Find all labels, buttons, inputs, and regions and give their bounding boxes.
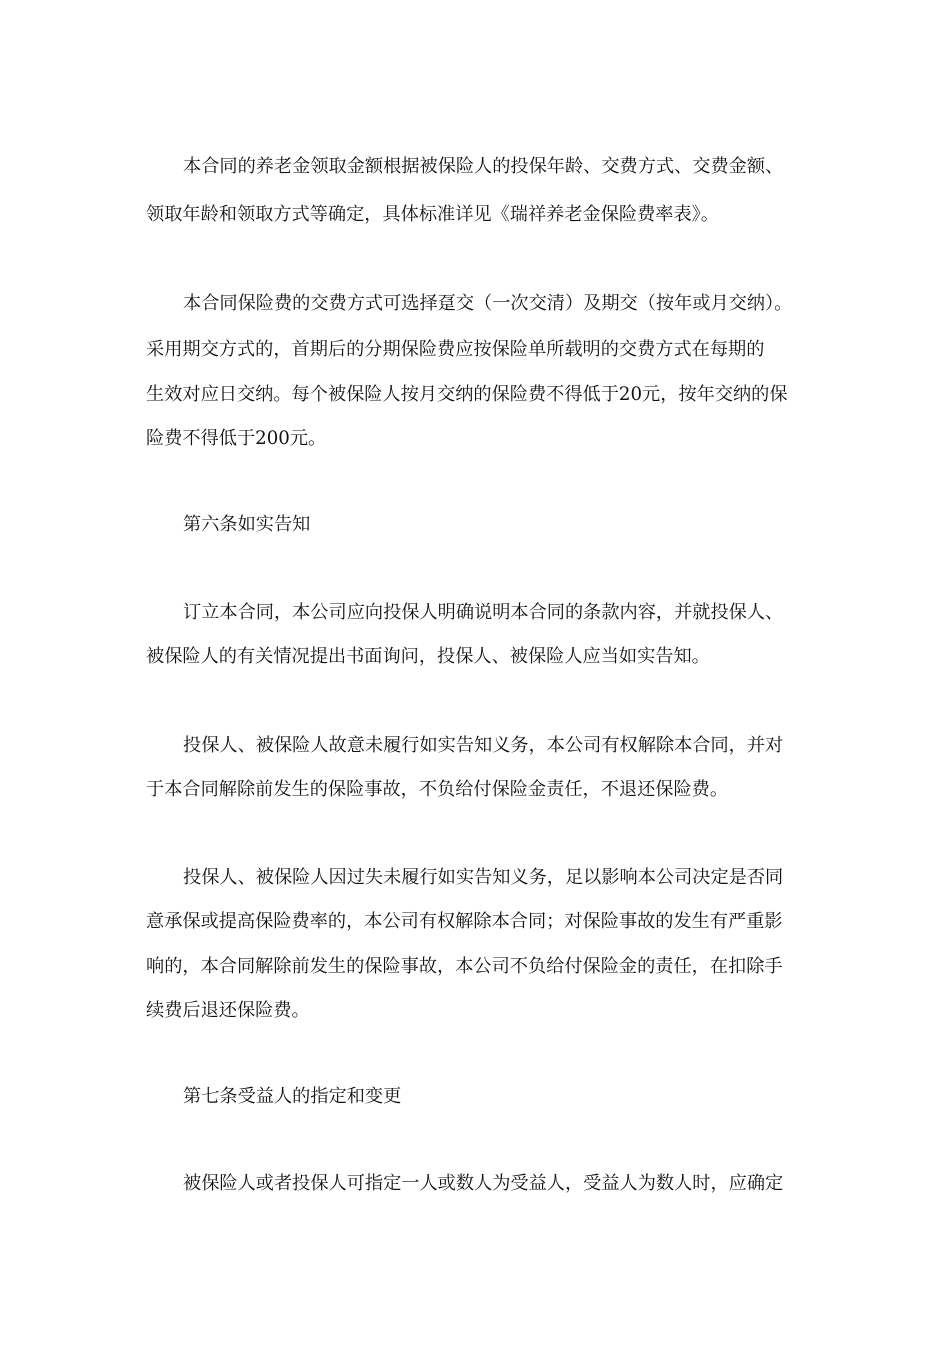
paragraph-5-line-2: 意承保或提高保险费率的，本公司有权解除本合同；对保险事故的发生有严重影 — [146, 911, 783, 932]
paragraph-1-line-1: 本合同的养老金领取金额根据被保险人的投保年龄、交费方式、交费金额、 — [183, 156, 784, 177]
section-heading-6: 第六条如实告知 — [183, 514, 311, 535]
section-heading-7: 第七条受益人的指定和变更 — [183, 1086, 402, 1107]
paragraph-5-line-3: 响的，本合同解除前发生的保险事故，本公司不负给付保险金的责任，在扣除手 — [146, 956, 783, 977]
paragraph-2-line-3: 生效对应日交纳。每个被保险人按月交纳的保险费不得低于20元，按年交纳的保 — [146, 384, 788, 405]
paragraph-6-line-1: 被保险人或者投保人可指定一人或数人为受益人，受益人为数人时，应确定 — [183, 1173, 784, 1194]
paragraph-2-line-2: 采用期交方式的，首期后的分期保险费应按保险单所载明的交费方式在每期的 — [146, 339, 765, 360]
paragraph-5-line-1: 投保人、被保险人因过失未履行如实告知义务，足以影响本公司决定是否同 — [183, 867, 784, 888]
paragraph-3-line-2: 被保险人的有关情况提出书面询问，投保人、被保险人应当如实告知。 — [146, 646, 710, 667]
paragraph-2-line-4: 险费不得低于200元。 — [146, 428, 327, 449]
paragraph-5-line-4: 续费后退还保险费。 — [146, 1000, 310, 1021]
paragraph-4-line-2: 于本合同解除前发生的保险事故，不负给付保险金责任，不退还保险费。 — [146, 779, 729, 800]
paragraph-4-line-1: 投保人、被保险人故意未履行如实告知义务，本公司有权解除本合同，并对 — [183, 735, 784, 756]
paragraph-1-line-2: 领取年龄和领取方式等确定，具体标准详见《瑞祥养老金保险费率表》。 — [146, 204, 719, 225]
paragraph-2-line-1: 本合同保险费的交费方式可选择趸交（一次交清）及期交（按年或月交纳）。 — [183, 293, 793, 314]
paragraph-3-line-1: 订立本合同，本公司应向投保人明确说明本合同的条款内容，并就投保人、 — [183, 602, 784, 623]
